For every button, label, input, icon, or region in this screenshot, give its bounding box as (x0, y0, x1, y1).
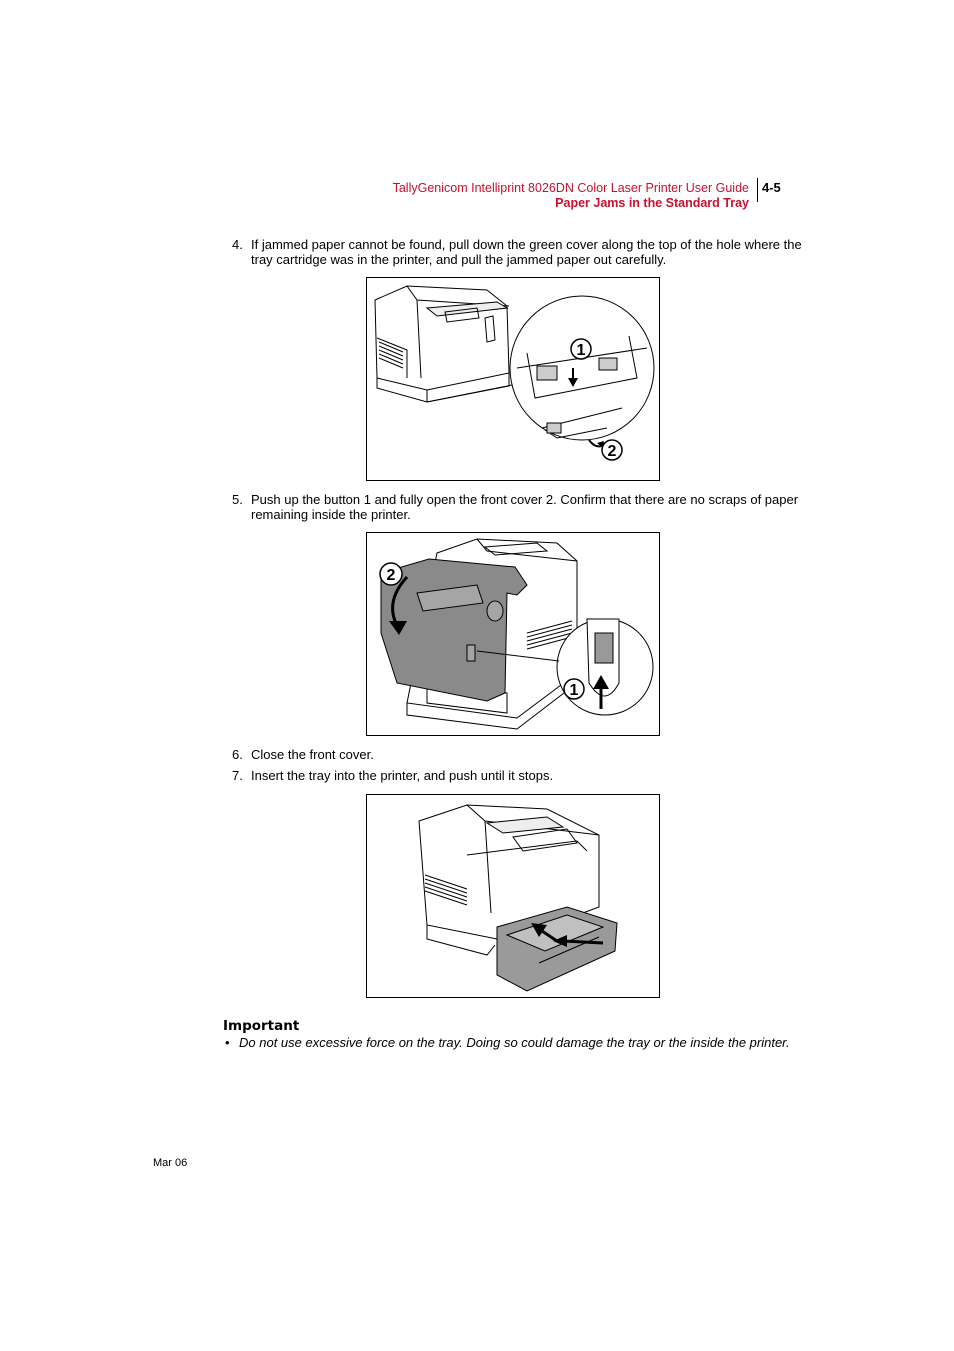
bullet-symbol: • (225, 1035, 230, 1050)
header-section-title: Paper Jams in the Standard Tray (555, 196, 749, 210)
step-text: Close the front cover. (251, 747, 374, 762)
step-number: 7. (232, 768, 243, 783)
important-heading: Important (223, 1018, 300, 1034)
callout-2: 2 (386, 567, 396, 584)
printer-illustration-2 (367, 533, 659, 735)
step-5 (232, 492, 802, 522)
step-number: 4. (232, 237, 243, 252)
bullet-text: Do not use excessive force on the tray. Doing so could damage the tray or the inside the printer. (239, 1035, 790, 1050)
figure-pull-green-cover (366, 277, 660, 481)
figure-open-front-cover (366, 532, 660, 736)
step-number: 6. (232, 747, 243, 762)
figure-insert-tray (366, 794, 660, 998)
printer-illustration-3 (367, 795, 659, 997)
step-text: Insert the tray into the printer, and push until it stops. (251, 768, 554, 783)
callout-1: 1 (576, 342, 586, 359)
step-6 (232, 747, 802, 762)
step-number: 5. (232, 492, 243, 507)
header-guide-title: TallyGenicom Intelliprint 8026DN Color Laser Printer User Guide (392, 181, 749, 195)
step-4 (232, 237, 802, 267)
step-text: Push up the button 1 and fully open the front cover 2. Confirm that there are no scraps of paper remaining inside the printer. (251, 492, 799, 522)
important-bullet (223, 1035, 793, 1051)
page-number: 4-5 (762, 180, 781, 195)
callout-1: 1 (569, 682, 579, 699)
step-text: If jammed paper cannot be found, pull down the green cover along the top of the hole where the tray cartridge was in the printer, and pull the jammed paper out carefully. (251, 237, 802, 267)
header-divider (757, 178, 758, 202)
callout-2: 2 (607, 443, 617, 460)
step-7 (232, 768, 802, 783)
printer-illustration-1 (367, 278, 659, 480)
footer-date: Mar 06 (153, 1157, 188, 1169)
